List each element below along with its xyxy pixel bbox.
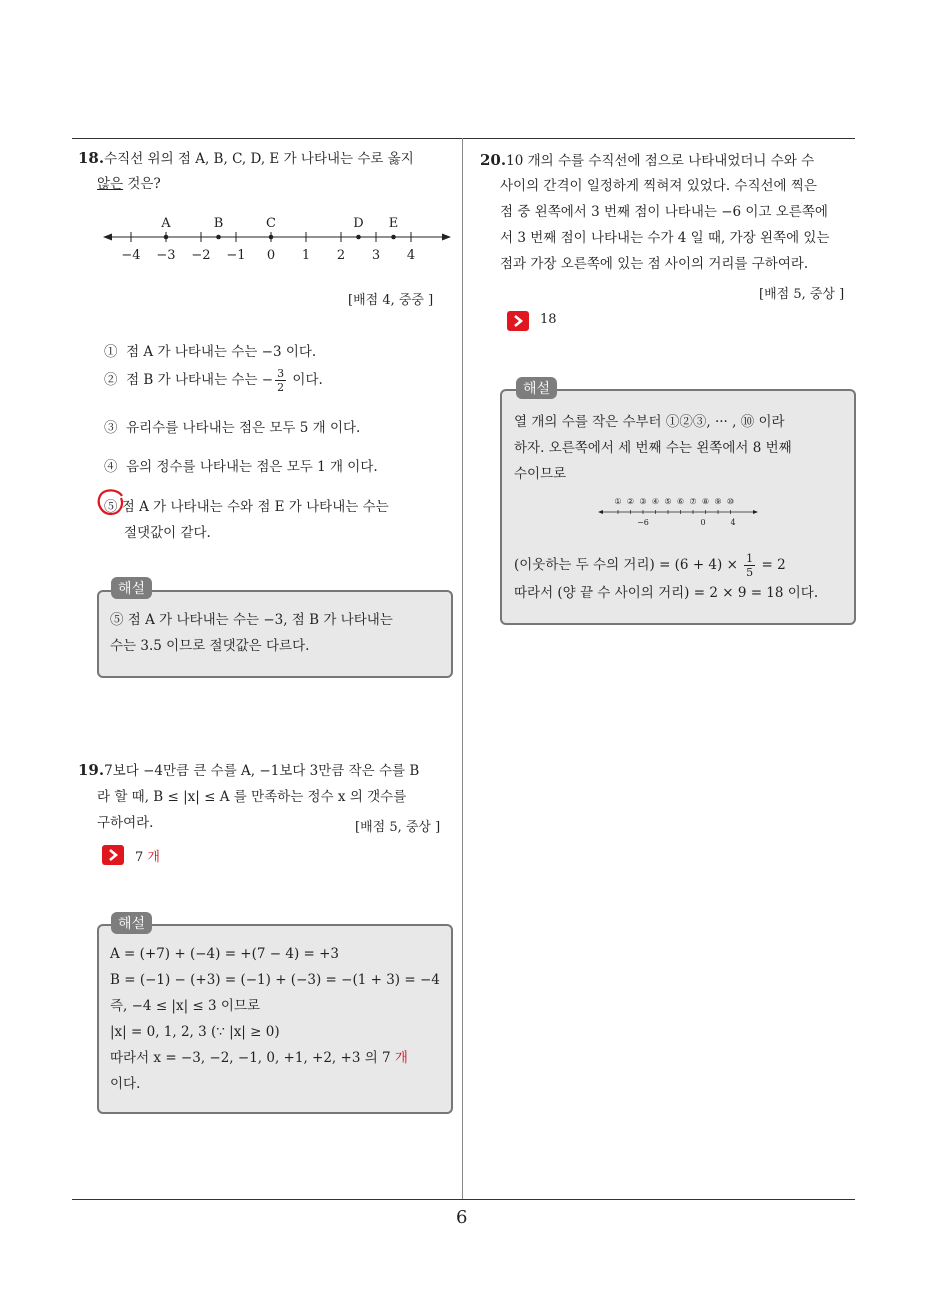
q20-mini-number-line	[598, 494, 758, 528]
mini-point-label: ⑩	[726, 497, 735, 506]
q20-stem-line5: 점과 가장 오른쪽에 있는 점 사이의 거리를 구하여라.	[500, 256, 809, 272]
q19-explanation-line4: |x| = 0, 1, 2, 3 (∵ |x| ≥ 0)	[110, 1024, 280, 1040]
q18-option-5-line2: 절댓값이 같다.	[124, 525, 211, 541]
mini-point-label: ③	[639, 497, 647, 506]
q18-explanation-tag: 해설	[111, 577, 152, 599]
q18-explanation-line2: 수는 3.5 이므로 절댓값은 다르다.	[110, 638, 310, 654]
tick-label: −4	[121, 248, 141, 263]
tick-label: 2	[336, 248, 346, 263]
q20-formula2: 따라서 (양 끝 수 사이의 거리) = 2 × 9 = 18 이다.	[514, 585, 819, 601]
mini-point-label: ⑨	[714, 497, 722, 506]
q18-number-line	[103, 212, 453, 272]
q20-explanation-line2: 하자. 오른쪽에서 세 번째 수는 왼쪽에서 8 번째	[514, 440, 792, 456]
point-B	[216, 235, 221, 240]
mini-point-label: ①	[614, 497, 622, 506]
q20-answer-arrow-icon[interactable]	[507, 311, 529, 331]
point-label-B: B	[213, 216, 224, 231]
mini-point-label: ②	[626, 497, 635, 506]
q19-answer: 7 개	[135, 850, 160, 865]
q18-explanation-line1: ⑤ 점 A 가 나타내는 수는 −3, 점 B 가 나타내는	[110, 612, 393, 628]
q20-formula1: (이웃하는 두 수의 거리) = (6 + 4) × $\frac{1}{5}$ = 2	[514, 552, 786, 579]
tick-label: −1	[226, 248, 246, 263]
q20-stem-line1: 20.10 개의 수를 수직선에 점으로 나타내었더니 수와 수	[480, 151, 815, 169]
q19-explanation-line5: 따라서 x = −3, −2, −1, 0, +1, +2, +3 의 7 개	[110, 1050, 408, 1066]
mini-point-label: ⑦	[689, 497, 697, 506]
q20-stem-line3: 점 중 왼쪽에서 3 번째 점이 나타내는 −6 이고 오른쪽에	[500, 204, 828, 220]
point-label-A: A	[161, 216, 171, 231]
point-E	[391, 235, 396, 240]
fraction-3-over-2: $\frac{3}{2}$	[277, 367, 285, 394]
point-label-C: C	[266, 216, 276, 231]
top-rule	[72, 138, 855, 139]
mini-point-label: ④	[651, 497, 660, 506]
q19-stem-line1: 19.7보다 −4만큼 큰 수를 A, −1보다 3만큼 작은 수를 B	[78, 761, 420, 779]
q20-stem-line2: 사이의 간격이 일정하게 찍혀져 있었다. 수직선에 찍은	[500, 178, 817, 194]
page-number: 6	[456, 1207, 468, 1228]
q19-explanation-tag: 해설	[111, 912, 152, 934]
q18-option-3[interactable]: ③ 유리수를 나타내는 점은 모두 5 개 이다.	[104, 420, 361, 436]
tick-label: 3	[371, 248, 381, 263]
mini-point-label: ⑧	[701, 497, 710, 506]
tick-label: 1	[301, 248, 311, 263]
tick-label: −2	[191, 248, 211, 263]
q18-option-4[interactable]: ④ 음의 정수를 나타내는 점은 모두 1 개 이다.	[104, 459, 378, 475]
tick-label: −3	[156, 248, 176, 263]
q19-explanation-line6: 이다.	[110, 1076, 141, 1092]
q19-meta: [배점 5, 중상 ]	[355, 820, 441, 835]
tick-label: 4	[406, 248, 416, 263]
mini-tick-label: 0	[700, 518, 706, 527]
q18-stem-line1: 18.수직선 위의 점 A, B, C, D, E 가 나타내는 수로 옳지	[78, 149, 414, 167]
q20-explanation-tag: 해설	[516, 377, 557, 399]
point-label-E: E	[388, 216, 399, 231]
q20-meta: [배점 5, 중상 ]	[759, 287, 845, 302]
q20-number: 20.	[480, 151, 507, 169]
q19-answer-arrow-icon[interactable]	[102, 845, 124, 865]
q20-explanation-line1: 열 개의 수를 작은 수부터 ①②③, ··· , ⑩ 이라	[514, 414, 785, 430]
tick-label: 0	[266, 248, 276, 263]
point-A	[164, 235, 169, 240]
q19-explanation-line2: B = (−1) − (+3) = (−1) + (−3) = −(1 + 3) = −4	[110, 972, 440, 988]
q18-number: 18.	[78, 149, 105, 167]
q19-explanation-line1: A = (+7) + (−4) = +(7 − 4) = +3	[110, 946, 340, 962]
q19-explanation-line3: 즉, −4 ≤ |x| ≤ 3 이므로	[110, 998, 261, 1014]
mini-point-label: ⑤	[664, 497, 672, 506]
q18-underlined-word: 않은	[97, 176, 124, 192]
q19-stem-line2: 라 할 때, B ≤ |x| ≤ A 를 만족하는 정수 x 의 갯수를	[97, 789, 407, 805]
q20-explanation-line3: 수이므로	[514, 466, 567, 482]
mini-point-label: ⑥	[676, 497, 685, 506]
fraction-1-over-5: $\frac{1}{5}$	[746, 552, 754, 579]
q18-stem-line2: 않은 것은?	[97, 176, 161, 192]
q19-number: 19.	[78, 761, 105, 779]
mini-tick-label: −6	[637, 518, 649, 527]
q18-option-1[interactable]: ① 점 A 가 나타내는 수는 −3 이다.	[104, 344, 317, 360]
mini-tick-label: 4	[730, 518, 736, 527]
q18-option-2[interactable]: ② 점 B 가 나타내는 수는 − $\frac{3}{2}$ 이다.	[104, 367, 323, 394]
point-D	[356, 235, 361, 240]
point-C	[269, 235, 274, 240]
q18-meta: [배점 4, 중중 ]	[348, 293, 434, 308]
bottom-rule	[72, 1199, 855, 1200]
q20-answer: 18	[540, 312, 557, 327]
column-divider	[462, 138, 463, 1200]
point-label-D: D	[353, 216, 364, 231]
q18-option-5[interactable]: ⑤ 점 A 가 나타내는 수와 점 E 가 나타내는 수는	[104, 499, 389, 515]
q20-stem-line4: 서 3 번째 점이 나타내는 수가 4 일 때, 가장 왼쪽에 있는	[500, 230, 830, 246]
q19-stem-line3: 구하여라.	[97, 815, 154, 831]
